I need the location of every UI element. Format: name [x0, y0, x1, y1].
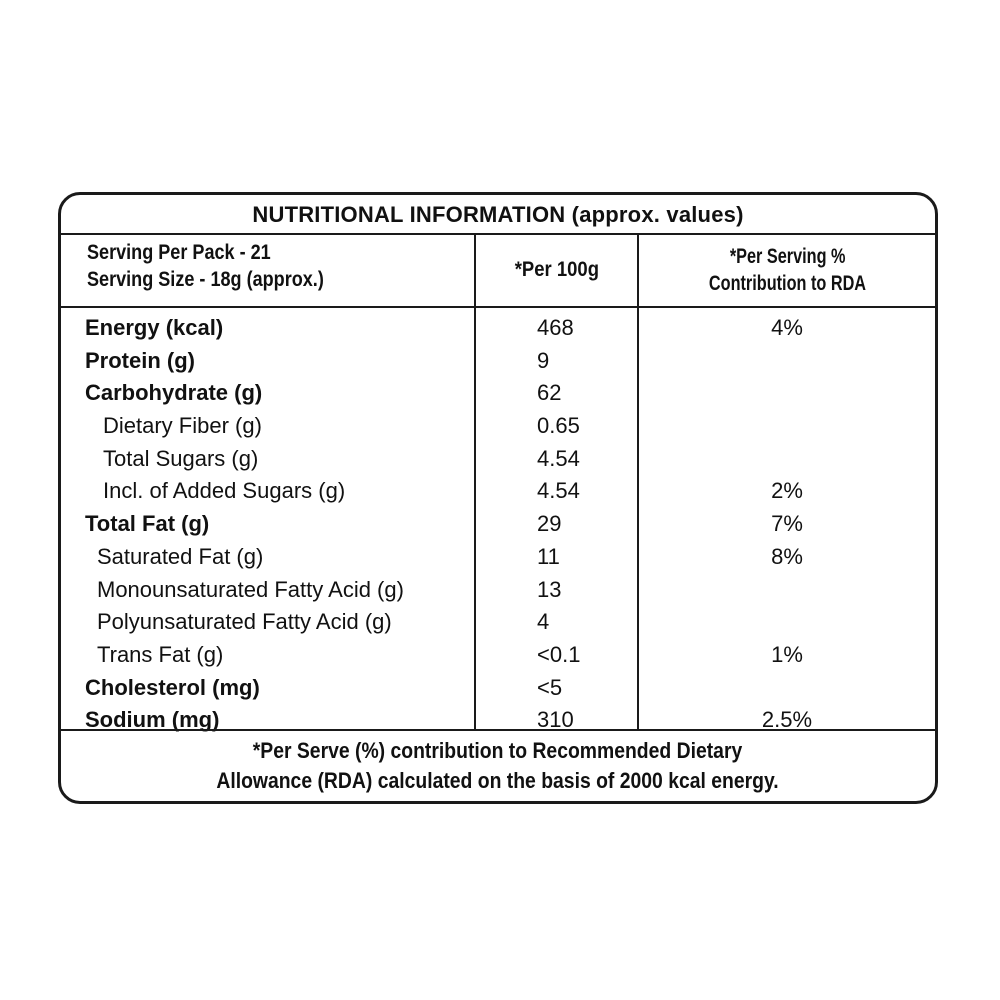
column-header-rda	[639, 233, 935, 306]
column-header-rda-line1: *Per Serving %	[729, 244, 845, 268]
column-header-per-100g-label: *Per 100g	[514, 258, 599, 281]
nutrient-label: Incl. of Added Sugars (g)	[103, 478, 346, 504]
table-row	[61, 639, 935, 672]
table-row	[61, 541, 935, 574]
rda-footnote-line1: *Per Serve (%) contribution to Recommended Dietary	[253, 738, 743, 763]
per-100g-value: 4.54	[537, 478, 580, 504]
per-100g-value: 0.65	[537, 413, 580, 439]
rda-value: 8%	[771, 543, 803, 569]
table-row	[61, 475, 935, 508]
rda-value: 2.5%	[761, 707, 813, 733]
nutrient-label: Dietary Fiber (g)	[103, 413, 262, 439]
table-row	[61, 345, 935, 378]
per-100g-value: <5	[537, 674, 563, 700]
table-row	[61, 443, 935, 476]
per-100g-value: 4	[537, 609, 550, 635]
rda-footnote-line2: Allowance (RDA) calculated on the basis of 2000 kcal energy.	[216, 768, 780, 793]
nutrient-label: Monounsaturated Fatty Acid (g)	[97, 576, 404, 602]
rda-value: 1%	[771, 641, 803, 667]
nutrient-label: Protein (g)	[85, 347, 195, 373]
rda-value: 7%	[771, 511, 803, 537]
table-row	[61, 508, 935, 541]
nutrient-label: Total Sugars (g)	[103, 445, 259, 471]
per-100g-value: 468	[537, 315, 574, 340]
table-row	[61, 574, 935, 607]
nutrient-label: Cholesterol (mg)	[85, 674, 260, 700]
table-row	[61, 312, 935, 345]
nutrition-facts-panel	[58, 192, 938, 804]
nutrient-label: Carbohydrate (g)	[85, 380, 263, 406]
rda-footnote-text	[217, 736, 779, 796]
column-header-rda-label	[698, 243, 877, 297]
panel-title: NUTRITIONAL INFORMATION (approx. values)	[61, 195, 935, 235]
column-header-per-100g	[476, 233, 637, 306]
per-100g-value: 310	[537, 707, 574, 733]
per-100g-value: 9	[537, 347, 550, 373]
table-row	[61, 672, 935, 705]
nutrient-label: Total Fat (g)	[85, 511, 210, 537]
table-row	[61, 410, 935, 443]
per-100g-value: 4.54	[537, 445, 580, 471]
column-header-rda-line2: Contribution to RDA	[708, 271, 866, 295]
rda-footnote	[61, 729, 935, 801]
nutrient-label: Polyunsaturated Fatty Acid (g)	[97, 609, 392, 635]
per-100g-value: <0.1	[537, 641, 581, 667]
serving-per-pack: Serving Per Pack - 21	[87, 241, 271, 264]
per-100g-value: 29	[537, 511, 562, 537]
nutrient-label: Trans Fat (g)	[97, 641, 224, 667]
table-row	[61, 377, 935, 410]
serving-size: Serving Size - 18g (approx.)	[87, 268, 324, 291]
rda-value: 2%	[771, 478, 803, 504]
nutrient-label: Sodium (mg)	[85, 707, 220, 733]
nutrient-label: Saturated Fat (g)	[97, 543, 264, 569]
table-row	[61, 606, 935, 639]
rda-value: 4%	[771, 315, 803, 340]
serving-info	[87, 239, 324, 293]
table-header	[61, 233, 935, 308]
per-100g-value: 13	[537, 576, 562, 602]
per-100g-value: 11	[537, 543, 560, 569]
nutrient-rows	[61, 312, 935, 737]
per-100g-value: 62	[537, 380, 562, 406]
nutrient-label: Energy (kcal)	[85, 315, 224, 340]
